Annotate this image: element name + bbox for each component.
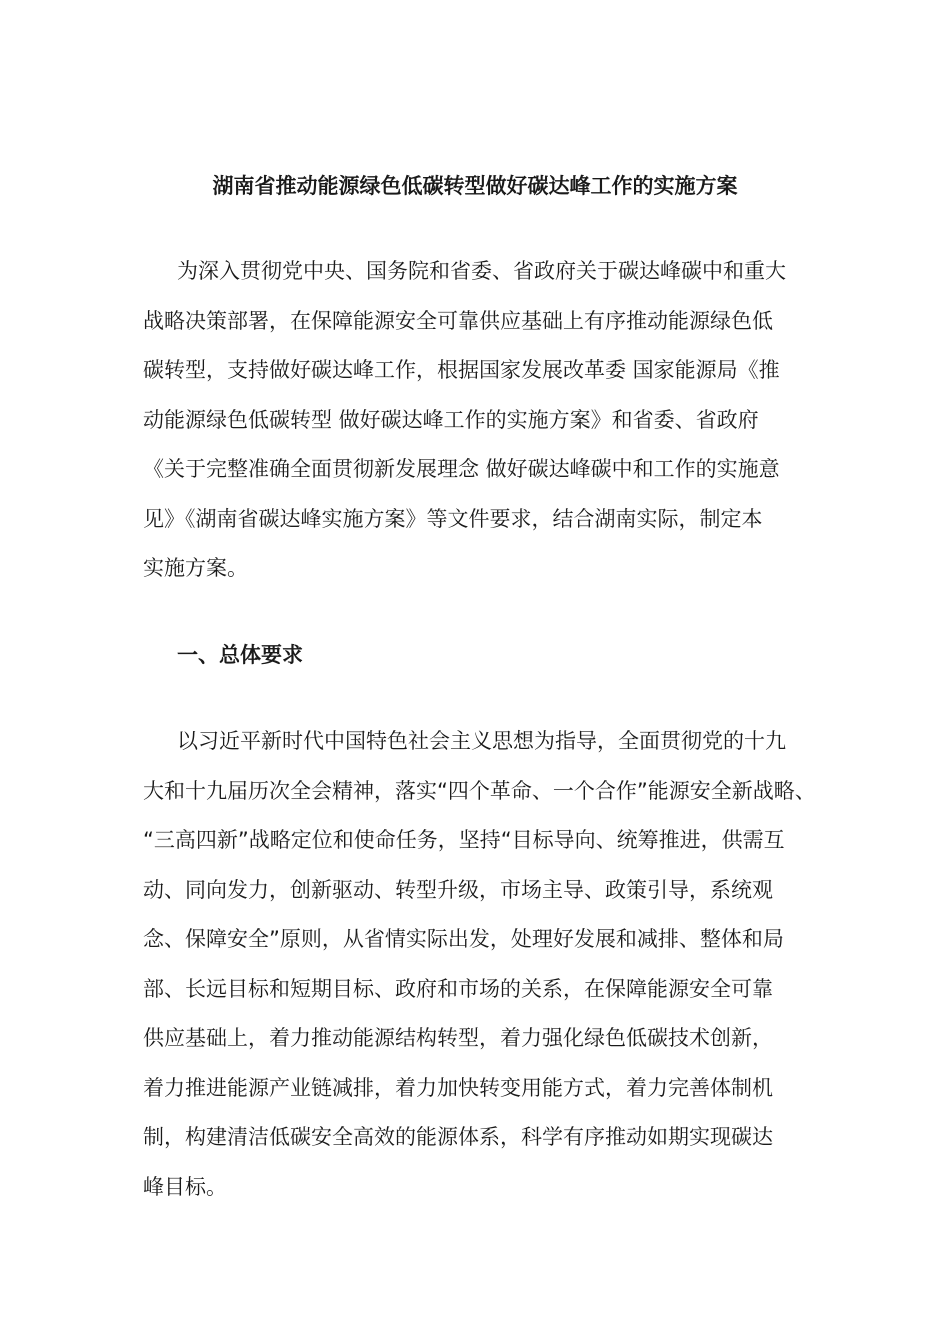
intro-paragraph bbox=[143, 247, 823, 594]
overall-line: 部、长远目标和短期目标、政府和市场的关系，在保障能源安全可靠 bbox=[143, 976, 773, 1001]
intro-line: 见》《湖南省碳达峰实施方案》等文件要求，结合湖南实际，制定本 bbox=[143, 506, 763, 531]
intro-line: 《关于完整准确全面贯彻新发展理念 做好碳达峰碳中和工作的实施意 bbox=[143, 457, 780, 481]
overall-line: 制，构建清洁低碳安全高效的能源体系，科学有序推动如期实现碳达 bbox=[143, 1125, 773, 1149]
overall-line: 峰目标。 bbox=[143, 1174, 227, 1199]
intro-line: 战略决策部署，在保障能源安全可靠供应基础上有序推动能源绿色低 bbox=[143, 308, 773, 333]
section-heading-overall-requirements: 一、总体要求 bbox=[177, 643, 303, 667]
overall-line: 动、同向发力，创新驱动、转型升级，市场主导、政策引导，系统观 bbox=[143, 877, 773, 902]
intro-line: 为深入贯彻党中央、国务院和省委、省政府关于碳达峰碳中和重大 bbox=[177, 259, 786, 283]
overall-line: 念、保障安全”原则，从省情实际出发，处理好发展和减排、整体和局 bbox=[143, 927, 784, 951]
overall-line: 大和十九届历次全会精神，落实“四个革命、一个合作”能源安全新战略、 bbox=[143, 778, 816, 803]
document-title: 湖南省推动能源绿色低碳转型做好碳达峰工作的实施方案 bbox=[212, 174, 738, 198]
intro-line: 实施方案。 bbox=[143, 556, 248, 580]
overall-line: 以习近平新时代中国特色社会主义思想为指导，全面贯彻党的十九 bbox=[177, 729, 786, 753]
overall-line: 着力推进能源产业链减排，着力加快转变用能方式，着力完善体制机 bbox=[143, 1075, 773, 1100]
intro-line: 动能源绿色低碳转型 做好碳达峰工作的实施方案》和省委、省政府 bbox=[143, 407, 759, 432]
overall-line: 供应基础上，着力推动能源结构转型，着力强化绿色低碳技术创新， bbox=[143, 1026, 773, 1050]
intro-line: 碳转型，支持做好碳达峰工作，根据国家发展改革委 国家能源局《推 bbox=[143, 358, 780, 382]
overall-requirements-paragraph bbox=[143, 717, 823, 1212]
overall-line: “三高四新”战略定位和使命任务，坚持“目标导向、统筹推进，供需互 bbox=[143, 828, 785, 852]
